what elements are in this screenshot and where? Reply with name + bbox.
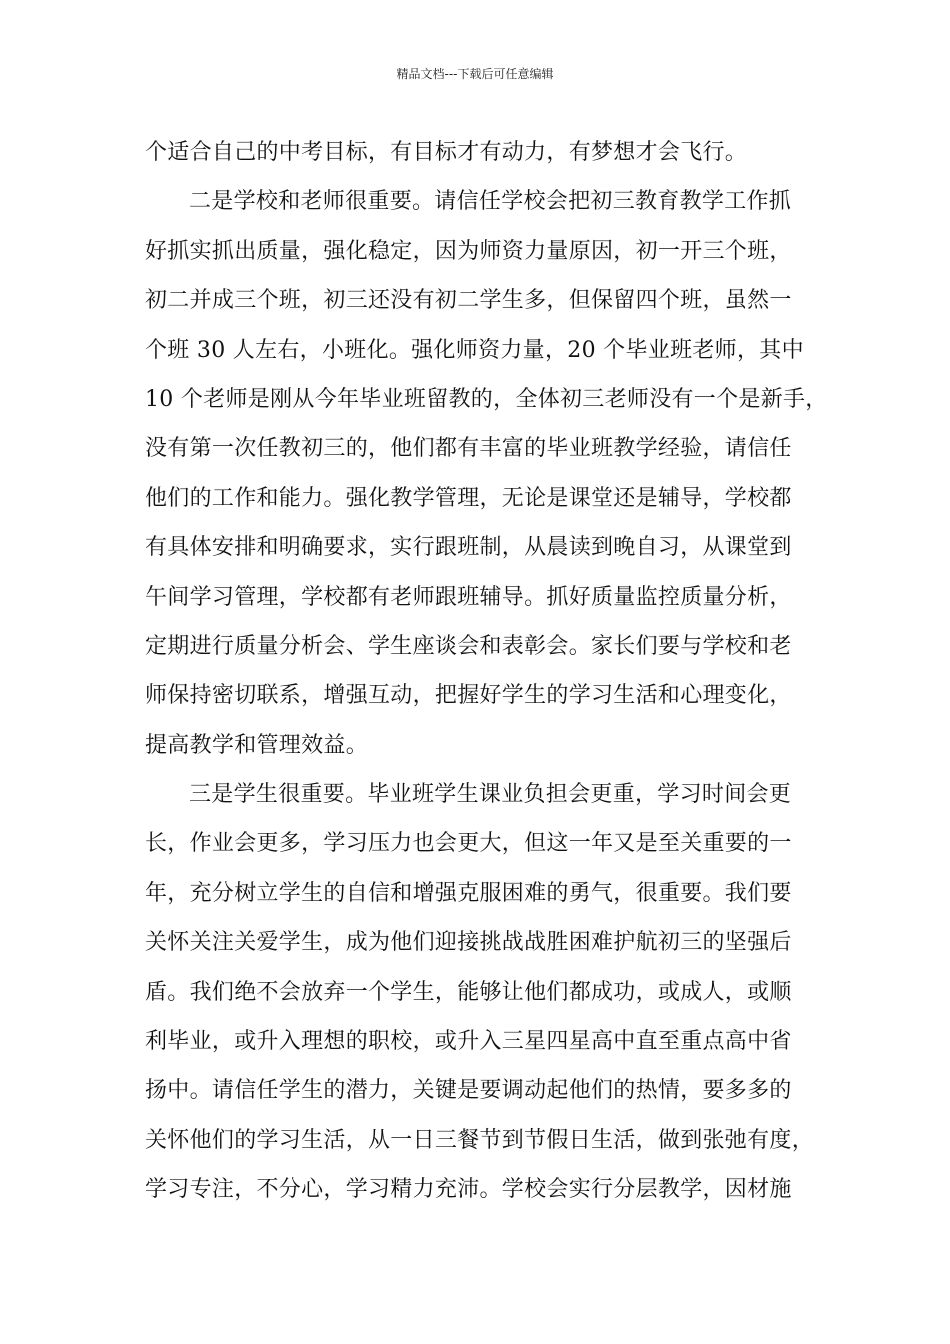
paragraph-3 bbox=[145, 770, 825, 1215]
text-line: 盾。我们绝不会放弃一个学生，能够让他们都成功，或成人，或顺 bbox=[145, 979, 792, 1005]
text-line: 长，作业会更多，学习压力也会更大，但这一年又是至关重要的一 bbox=[145, 831, 792, 857]
text-line: 二是学校和老师很重要。请信任学校会把初三教育教学工作抓 bbox=[189, 189, 792, 215]
text-line: 三是学生很重要。毕业班学生课业负担会更重，学习时间会更 bbox=[189, 782, 792, 808]
document-body bbox=[145, 128, 828, 1215]
text-line: 他们的工作和能力。强化教学管理，无论是课堂还是辅导，学校都 bbox=[145, 485, 792, 511]
text-line: 提高教学和管理效益。 bbox=[145, 732, 369, 758]
text-line: 扬中。请信任学生的潜力，关键是要调动起他们的热情，要多多的 bbox=[145, 1078, 792, 1104]
text-line: 关怀关注关爱学生，成为他们迎接挑战战胜困难护航初三的坚强后 bbox=[145, 930, 792, 956]
text-line: 关怀他们的学习生活，从一日三餐节到节假日生活，做到张弛有度， bbox=[145, 1127, 815, 1153]
text-line: 学习专注，不分心，学习精力充沛。学校会实行分层教学，因材施 bbox=[145, 1177, 792, 1203]
paragraph-2 bbox=[145, 177, 828, 770]
text-line: 好抓实抓出质量，强化稳定，因为师资力量原因，初一开三个班， bbox=[145, 238, 792, 264]
text-line: 师保持密切联系，增强互动，把握好学生的学习生活和心理变化， bbox=[145, 683, 792, 709]
text-line: 个班 30 人左右，小班化。强化师资力量，20 个毕业班老师，其中 bbox=[145, 337, 804, 363]
text-line: 个适合自己的中考目标，有目标才有动力，有梦想才会飞行。 bbox=[145, 140, 748, 165]
paragraph-1 bbox=[145, 128, 825, 177]
text-line: 有具体安排和明确要求，实行跟班制，从晨读到晚自习，从课堂到 bbox=[145, 535, 792, 561]
text-line: 定期进行质量分析会、学生座谈会和表彰会。家长们要与学校和老 bbox=[145, 633, 792, 659]
text-line: 10 个老师是刚从今年毕业班留教的，全体初三老师没有一个是新手， bbox=[145, 386, 828, 412]
text-line: 年，充分树立学生的自信和增强克服困难的勇气，很重要。我们要 bbox=[145, 880, 792, 906]
text-line: 初二并成三个班，初三还没有初二学生多，但保留四个班，虽然一 bbox=[145, 288, 792, 314]
text-line: 利毕业，或升入理想的职校，或升入三星四星高中直至重点高中省 bbox=[145, 1029, 792, 1055]
text-line: 午间学习管理，学校都有老师跟班辅导。抓好质量监控质量分析， bbox=[145, 584, 792, 610]
page-header: 精品文档---下载后可任意编辑 bbox=[396, 67, 554, 81]
text-line: 没有第一次任教初三的，他们都有丰富的毕业班教学经验，请信任 bbox=[145, 436, 792, 462]
